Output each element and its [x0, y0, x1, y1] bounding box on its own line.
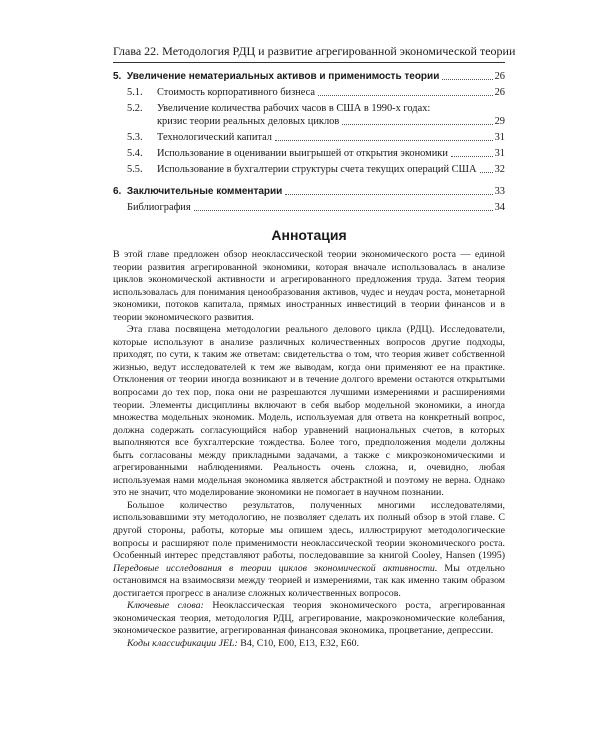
- toc-item-5-1[interactable]: [113, 86, 505, 99]
- toc-title-line2: кризис теории реальных деловых циклов: [157, 116, 340, 127]
- cited-book-title: Передовые исследования в теории циклов экономической активности.: [113, 562, 438, 574]
- toc-page: 29: [494, 116, 505, 127]
- toc-page: 26: [494, 71, 505, 82]
- dot-leader: [480, 172, 493, 173]
- toc-title: Заключительные комментарии: [126, 186, 283, 197]
- toc-page: 31: [494, 148, 505, 159]
- toc-title: Использование в оценивании выигрышей от открытия экономики: [157, 148, 448, 159]
- running-head: Глава 22. Методология РДЦ и развитие агрегированной экономической теории: [113, 44, 516, 58]
- keywords-paragraph: [113, 600, 505, 638]
- toc-page: 34: [494, 202, 505, 213]
- toc-item-5-2[interactable]: [113, 102, 505, 128]
- toc-title: Использование в бухгалтерии структуры счета текущих операций США: [157, 164, 477, 175]
- toc-section-5[interactable]: [113, 70, 505, 83]
- toc-item-5-3[interactable]: [113, 131, 505, 144]
- toc-section-6[interactable]: [113, 185, 505, 198]
- toc-number: 5.1.: [127, 87, 143, 98]
- toc-number: 5.5.: [127, 164, 143, 175]
- toc-title: Библиография: [127, 202, 191, 213]
- toc-number: 5.4.: [127, 148, 143, 159]
- jel-label: Коды классификации JEL:: [127, 637, 238, 649]
- toc-number: 5.2.: [127, 103, 143, 114]
- header-rule: [113, 62, 505, 63]
- keywords-list: Неоклассическая теория экономического роста, агрегированная экономическая теория, методология РДЦ, агрегирование, макроэкономические колебания, экономическое развитие, агрегированная финансовая экономика, процветание, депрессии.: [113, 600, 505, 637]
- abstract-body: [113, 249, 505, 651]
- toc-number: 5.: [113, 71, 122, 82]
- keywords-label: Ключевые слова:: [127, 600, 204, 612]
- jel-paragraph: [113, 638, 505, 651]
- toc-title: Стоимость корпоративного бизнеса: [157, 87, 315, 98]
- toc-page: 26: [494, 87, 505, 98]
- abstract-heading: Аннотация: [271, 227, 347, 243]
- dot-leader: [342, 124, 492, 125]
- toc-title-line1: Увеличение количества рабочих часов в США в 1990-х годах:: [157, 103, 431, 114]
- abstract-paragraph-2: Эта глава посвящена методологии реального делового цикла (РДЦ). Исследователи, которые используют в анализе различных количественных вопросов другие подходы, приходят, по сути, к таким же ответам: свидетельства о том, что теория живет собственной жизнью, ведут исследователей к тем же выводам, когда они применяют ее на практике. Отклонения от теории иногда возникают и в течение долгого времени остаются открытыми вопросами до тех пор, пока они не разрешаются лучшими измерениями и расширениями теории. Элементы дисциплины включают в себя выбор модельной экономики, а иногда множества модельных экономик. Модель, используемая для ответа на конкретный вопрос, должна содержать согласующийся набор уравнений национальных счетов, в которых выполняются все бухгалтерские тождества. Более того, предположения модели должны быть согласованы между прикладными задачами, а также с микроэкономическими и агрегированными наблюдениями. Реальность очень сложна, и, очевидно, любая используемая нами модельная экономика является абстрактной и поэтому не верна. Однако это не значит, что моделирование экономики не помогает в научном познании.: [113, 324, 505, 499]
- toc-page: 31: [494, 132, 505, 143]
- dot-leader: [194, 210, 493, 211]
- dot-leader: [275, 140, 493, 141]
- paragraph-text: Большое количество результатов, полученных многими исследователями, использовавшими эту методологию, не позволяет сделать их полный обзор в этой главе. С другой стороны, работы, которые мы опишем здесь, иллюстрируют методологические вопросы и расширяют поле применимости неоклассической теории экономического роста. Особенный интерес представляют работы, последовавшие за книгой Cooley, Hansen (1995): [113, 499, 505, 562]
- abstract-paragraph-1: В этой главе предложен обзор неоклассической теории экономического роста — единой теории развития агрегированной экономики, которая вначале использовалась в анализе циклов экономической активности и агрегированного предложения труда. Затем теория использовалась для понимания ценообразования активов, чудес и неудач роста, монетарной экономики, потоков капитала, прямых иностранных инвестиций в теории финансов и в теории экономического развития.: [113, 249, 505, 323]
- dot-leader: [285, 194, 492, 195]
- toc-title: Увеличение нематериальных активов и применимость теории: [126, 71, 440, 82]
- dot-leader: [451, 156, 493, 157]
- toc-page: 33: [494, 186, 505, 197]
- toc-item-5-5[interactable]: [113, 163, 505, 176]
- dot-leader: [442, 79, 492, 80]
- toc-number: 5.3.: [127, 132, 143, 143]
- abstract-paragraph-3: [113, 500, 505, 600]
- dot-leader: [318, 95, 493, 96]
- jel-codes: B4, C10, E00, E13, E32, E60.: [237, 637, 360, 649]
- toc-page: 32: [494, 164, 505, 175]
- toc-bibliography[interactable]: [113, 201, 505, 214]
- toc-title: Технологический капитал: [157, 132, 272, 143]
- table-of-contents: [113, 70, 505, 214]
- toc-number: 6.: [113, 186, 122, 197]
- paragraph-text: Мы отдельно остановимся на взаимосвязи между теорией и измерениями, так как именно таким образом достигается прогресс в анализе сложных количественных вопросов.: [113, 562, 505, 599]
- toc-item-5-4[interactable]: [113, 147, 505, 160]
